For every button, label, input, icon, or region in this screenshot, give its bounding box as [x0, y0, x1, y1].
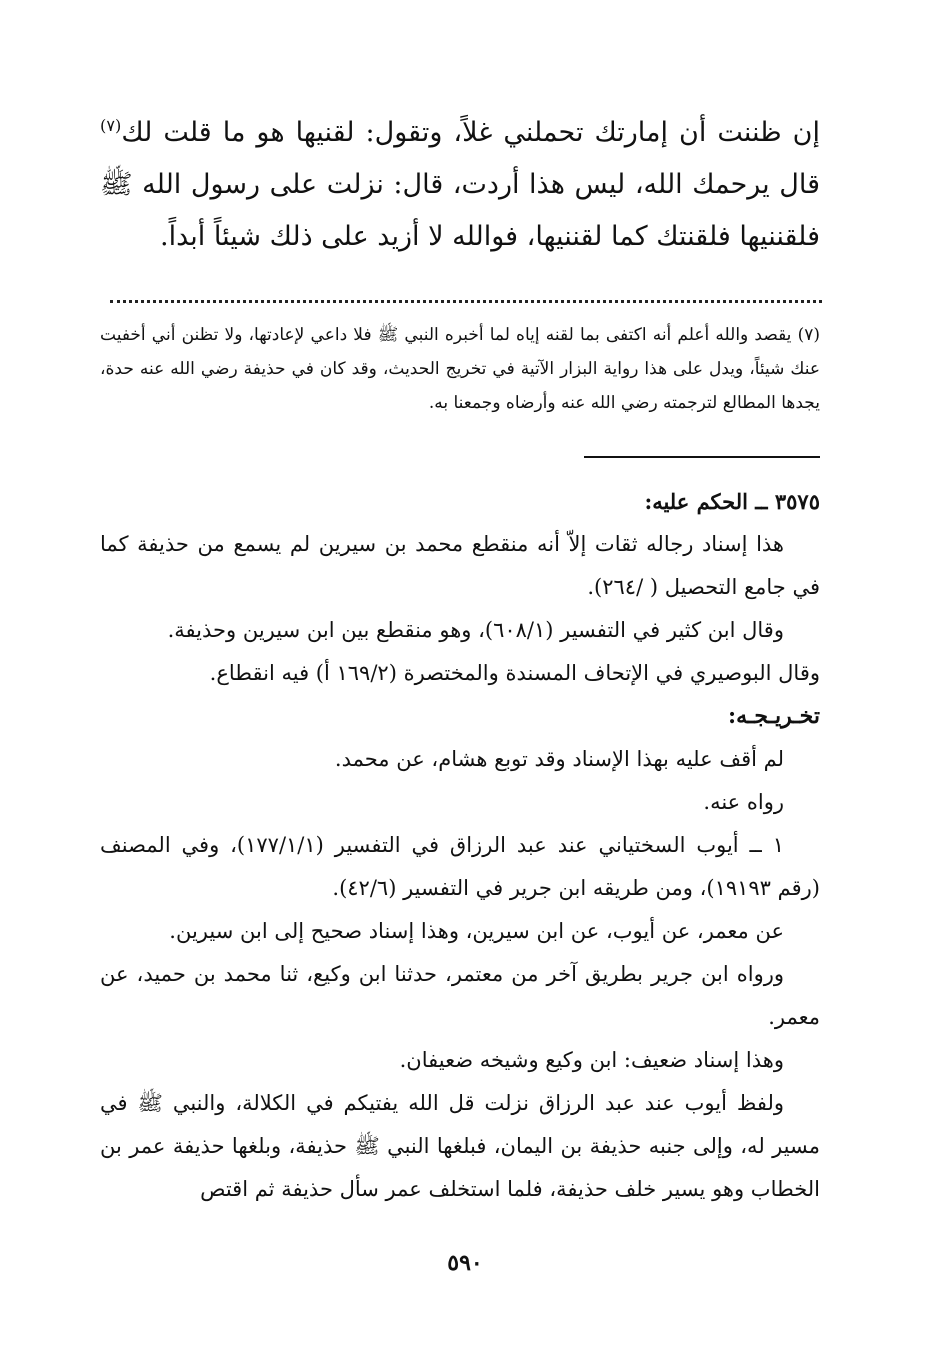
ruling-paragraph-3: وقال البوصيري في الإتحاف المسندة والمختصرة (١٦٩/٢ أ) فيه انقطاع.	[209, 661, 820, 685]
main-text-paragraph	[100, 100, 820, 263]
ruling-paragraph-2: وقال ابن كثير في التفسير (٦٠٨/١)، وهو منقطع بين ابن سيرين وحذيفة.	[167, 618, 784, 642]
footnote-paragraph	[100, 318, 820, 420]
takhrij-paragraph-2: رواه عنه.	[703, 790, 784, 814]
ruling-heading: ٣٥٧٥ ــ الحكم عليه:	[644, 489, 820, 514]
takhrij-paragraph-7: ولفظ أيوب عند عبد الرزاق نزلت قل الله يفتيكم في الكلالة، والنبي ﷺ في مسير له، وإلى جنبه حذيفة بن اليمان، فبلغها النبي ﷺ حذيفة، وبلغها حذيفة عمر بن الخطاب وهو يسير خلف حذيفة، فلما استخلف عمر سأل حذيفة ثم اقتص	[100, 1091, 820, 1201]
footnote	[100, 318, 820, 420]
footnote-reference: (٧)	[100, 116, 122, 135]
ruling-paragraph-1: هذا إسناد رجاله ثقات إلاّ أنه منقطع محمد بن سيرين لم يسمع من حذيفة كما في جامع التحصيل ( /٢٦٤).	[100, 532, 820, 599]
footnote-number: (٧)	[797, 325, 821, 345]
footnote-text: يقصد والله أعلم أنه اكتفى بما لقنه إياه لما أخبره النبي ﷺ فلا داعي لإعادتها، ولا تظنن أني أخفيت عنك شيئاً، ويدل على هذا رواية البزار الآتية في تخريج الحديث، وقد كان في حذيفة رضي الله عنه حدة، يجدها المطالع لترجمته رضي الله عنه وأرضاه وجمعنا به.	[100, 325, 820, 413]
takhrij-paragraph-1: لم أقف عليه بهذا الإسناد وقد توبع هشام، عن محمد.	[334, 747, 784, 771]
takhrij-paragraph-6: وهذا إسناد ضعيف: ابن وكيع وشيخه ضعيفان.	[399, 1048, 784, 1072]
takhrij-paragraph-4: عن معمر، عن أيوب، عن ابن سيرين، وهذا إسناد صحيح إلى ابن سيرين.	[169, 919, 784, 943]
section-divider	[584, 456, 820, 458]
main-text-line-1: إن ظننت أن إمارتك تحملني غلاً، وتقول: لقنيها هو ما قلت لك	[121, 117, 820, 148]
main-text-line-2: قال يرحمك الله، ليس هذا أردت، قال: نزلت على رسول الله ﷺ فلقننيها فلقنتك كما لقننيها، فوالله لا أزيد على ذلك شيئاً أبداً.	[100, 169, 820, 252]
footnote-separator	[110, 280, 822, 303]
page-number: ٥٩٠	[447, 1250, 483, 1276]
takhrij-paragraph-5: ورواه ابن جرير بطريق آخر من معتمر، حدثنا ابن وكيع، ثنا محمد بن حميد، عن معمر.	[100, 962, 820, 1029]
main-text-continuation	[100, 100, 820, 263]
hadith-section	[100, 480, 820, 1211]
takhrij-paragraph-3: ١ ــ أيوب السختياني عند عبد الرزاق في التفسير (١٧٧/١/١)، وفي المصنف (رقم ١٩١٩٣)، ومن طريقه ابن جرير في التفسير (٤٢/٦).	[100, 833, 820, 900]
takhrij-heading: تخـريـجـه:	[727, 703, 820, 729]
